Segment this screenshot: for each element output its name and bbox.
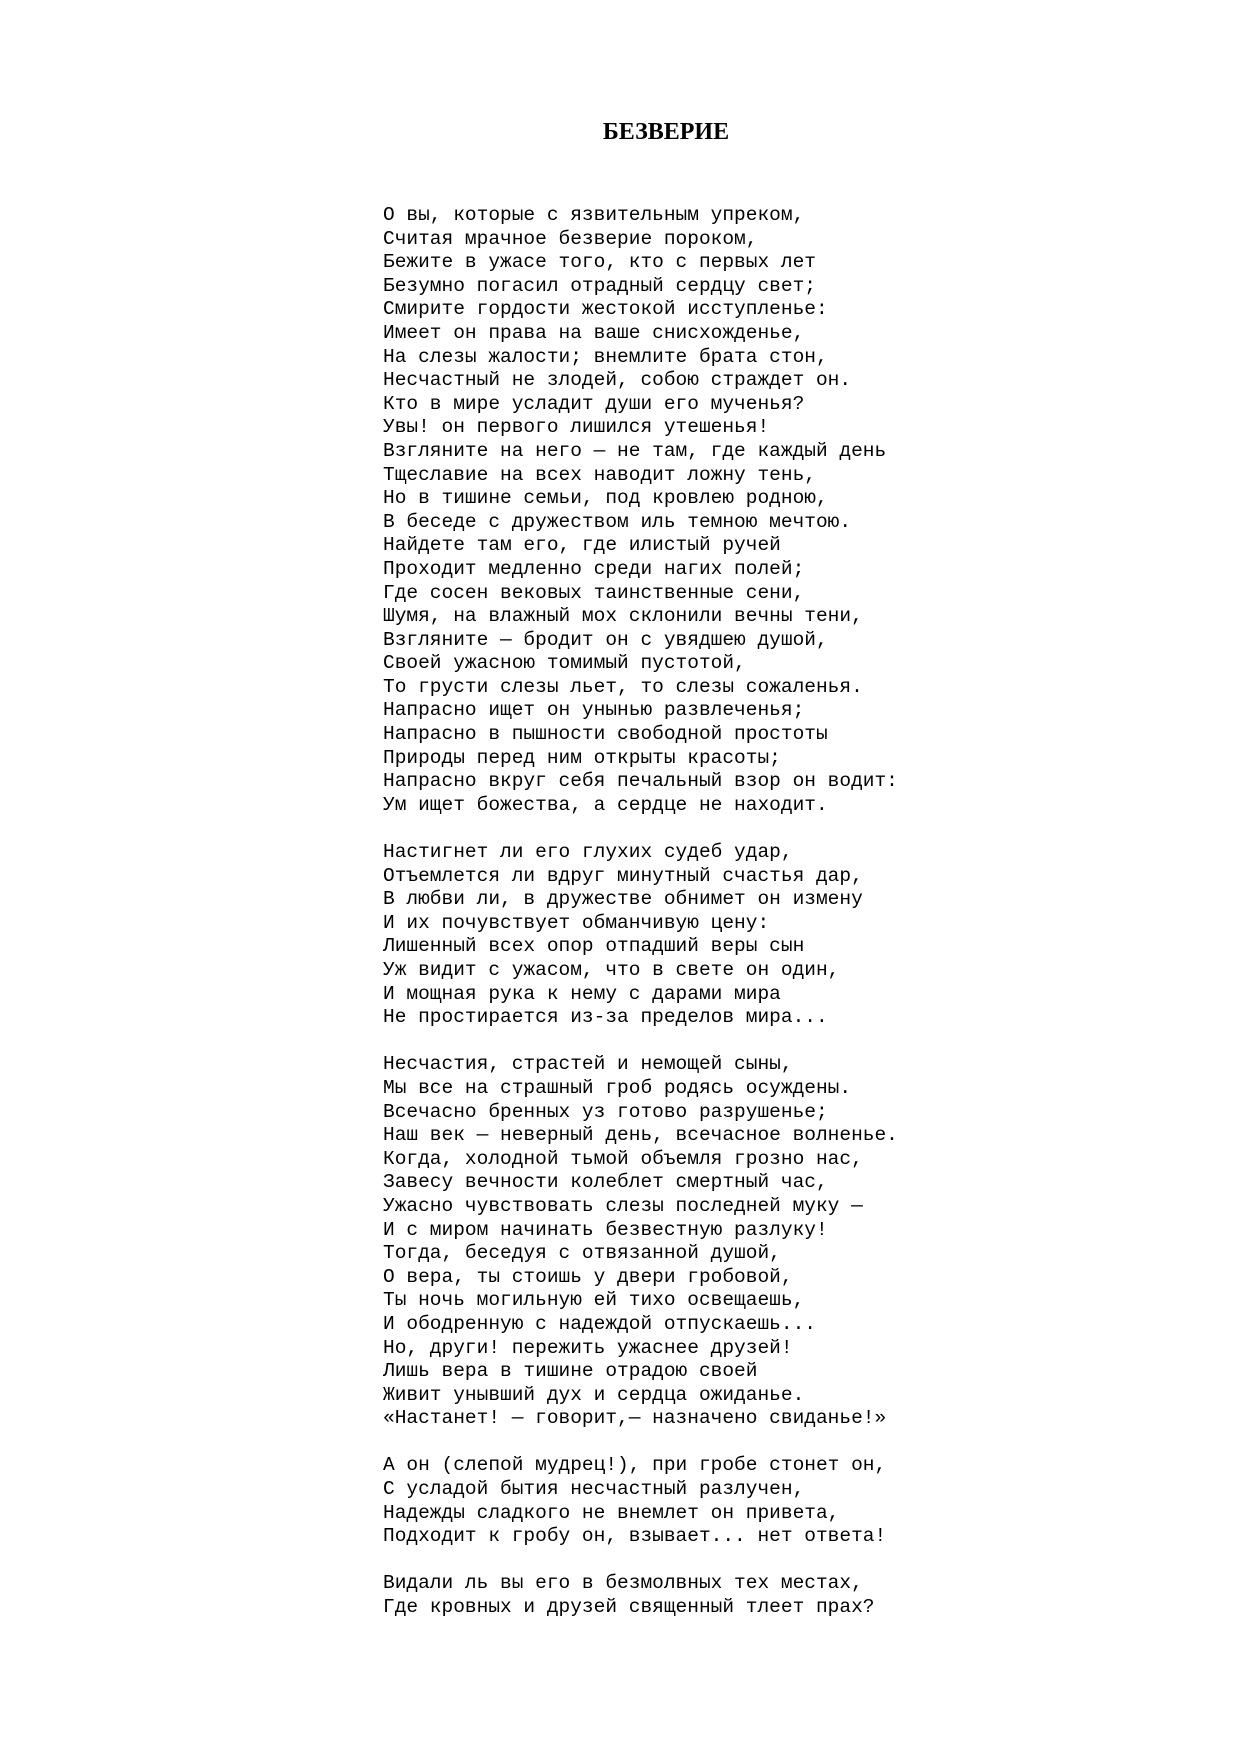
poem-line: Лишь вера в тишине отрадою своей	[383, 1360, 758, 1383]
poem-stanza	[383, 841, 1203, 1030]
poem-stanza	[383, 1454, 1203, 1548]
poem-line: И с миром начинать безвестную разлуку!	[383, 1218, 828, 1241]
poem-line: Своей ужасною томимый пустотой,	[383, 652, 746, 675]
poem-line: Природы перед ним открыты красоты;	[383, 746, 781, 769]
poem-body	[383, 204, 1203, 1643]
poem-line: Где сосен вековых таинственные сени,	[383, 581, 805, 604]
poem-line: Видали ль вы его в безмолвных тех местах,	[383, 1572, 863, 1595]
poem-line: Завесу вечности колеблет смертный час,	[383, 1171, 828, 1194]
poem-line: Лишенный всех опор отпадший веры сын	[383, 935, 805, 958]
poem-line: Мы все на страшный гроб родясь осуждены.	[383, 1076, 852, 1099]
poem-line: Всечасно бренных уз готово разрушенье;	[383, 1100, 828, 1123]
poem-line: Шумя, на влажный мох склонили вечны тени,	[383, 605, 863, 628]
poem-line: В любви ли, в дружестве обнимет он измену	[383, 888, 863, 911]
poem-line: Кто в мире усладит души его мученья?	[383, 392, 805, 415]
poem-line: Отъемлется ли вдруг минутный счастья дар,	[383, 864, 863, 887]
poem-stanza	[383, 1572, 1203, 1619]
poem-line: Уж видит с ужасом, что в свете он один,	[383, 959, 840, 981]
poem-line: С усладой бытия несчастный разлучен,	[383, 1478, 805, 1501]
poem-line: Проходит медленно среди нагих полей;	[383, 557, 805, 580]
poem-line: Живит унывший дух и сердца ожиданье.	[383, 1383, 805, 1406]
poem-line: Ум ищет божества, а сердце не находит.	[383, 793, 828, 816]
poem-stanza	[383, 204, 1203, 817]
poem-line: И мощная рука к нему с дарами мира	[383, 982, 781, 1005]
poem-line: Когда, холодной тьмой объемля грозно нас,	[383, 1147, 863, 1170]
poem-line: Подходит к гробу он, взывает... нет ответа!	[383, 1525, 887, 1548]
poem-line: Но, други! пережить ужаснее друзей!	[383, 1336, 793, 1359]
poem-line: Надежды сладкого не внемлет он привета,	[383, 1501, 840, 1524]
poem-title: БЕЗВЕРИЕ	[602, 119, 730, 145]
poem-line: Несчастный не злодей, собою страждет он.	[383, 369, 852, 392]
poem-line: Наш век — неверный день, всечасное волненье.	[383, 1124, 898, 1147]
poem-line: О вы, которые с язвительным упреком,	[383, 204, 805, 226]
poem-line: Считая мрачное безверие пороком,	[383, 227, 758, 250]
poem-line: Безумно погасил отрадный сердцу свет;	[383, 274, 816, 297]
poem-line: Найдете там его, где илистый ручей	[383, 534, 781, 557]
poem-line: Тогда, беседуя с отвязанной душой,	[383, 1242, 781, 1265]
poem-line: Несчастия, страстей и немощей сыны,	[383, 1053, 793, 1076]
poem-line: Взгляните — бродит он с увядшею душой,	[383, 628, 828, 651]
poem-line: Но в тишине семьи, под кровлею родною,	[383, 487, 828, 510]
poem-line: Напрасно в пышности свободной простоты	[383, 723, 828, 746]
poem-line: Напрасно вкруг себя печальный взор он водит:	[383, 770, 898, 793]
poem-line: Напрасно ищет он унынью развлеченья;	[383, 699, 805, 722]
poem-line: Где кровных и друзей священный тлеет прах?	[383, 1596, 875, 1619]
poem-line: Настигнет ли его глухих судеб удар,	[383, 841, 793, 864]
poem-line: На слезы жалости; внемлите брата стон,	[383, 345, 828, 368]
poem-line: О вера, ты стоишь у двери гробовой,	[383, 1265, 793, 1288]
poem-line: Ужасно чувствовать слезы последней муку —	[383, 1194, 863, 1217]
poem-line: Имеет он права на ваше снисхожденье,	[383, 321, 805, 344]
poem-line: Ты ночь могильную ей тихо освещаешь,	[383, 1289, 805, 1312]
poem-line: А он (слепой мудрец!), при гробе стонет он,	[383, 1454, 887, 1477]
poem-line: Тщеславие на всех наводит ложну тень,	[383, 463, 816, 486]
poem-line: И ободренную с надеждой отпускаешь...	[383, 1312, 816, 1335]
poem-line: То грусти слезы льет, то слезы сожаленья.	[383, 675, 863, 698]
poem-line: Бежите в ужасе того, кто с первых лет	[383, 251, 816, 274]
poem-line: И их почувствует обманчивую цену:	[383, 911, 770, 934]
poem-line: Взгляните на него — не там, где каждый день	[383, 439, 887, 462]
poem-line: Не простирается из-за пределов мира...	[383, 1006, 828, 1029]
poem-stanza	[383, 1053, 1203, 1431]
poem-line: В беседе с дружеством иль темною мечтою.	[383, 510, 852, 533]
poem-line: Увы! он первого лишился утешенья!	[383, 416, 770, 439]
poem-line: Смирите гордости жестокой исступленье:	[383, 298, 828, 321]
poem-line: «Настанет! — говорит,— назначено свиданье!»	[383, 1407, 887, 1430]
